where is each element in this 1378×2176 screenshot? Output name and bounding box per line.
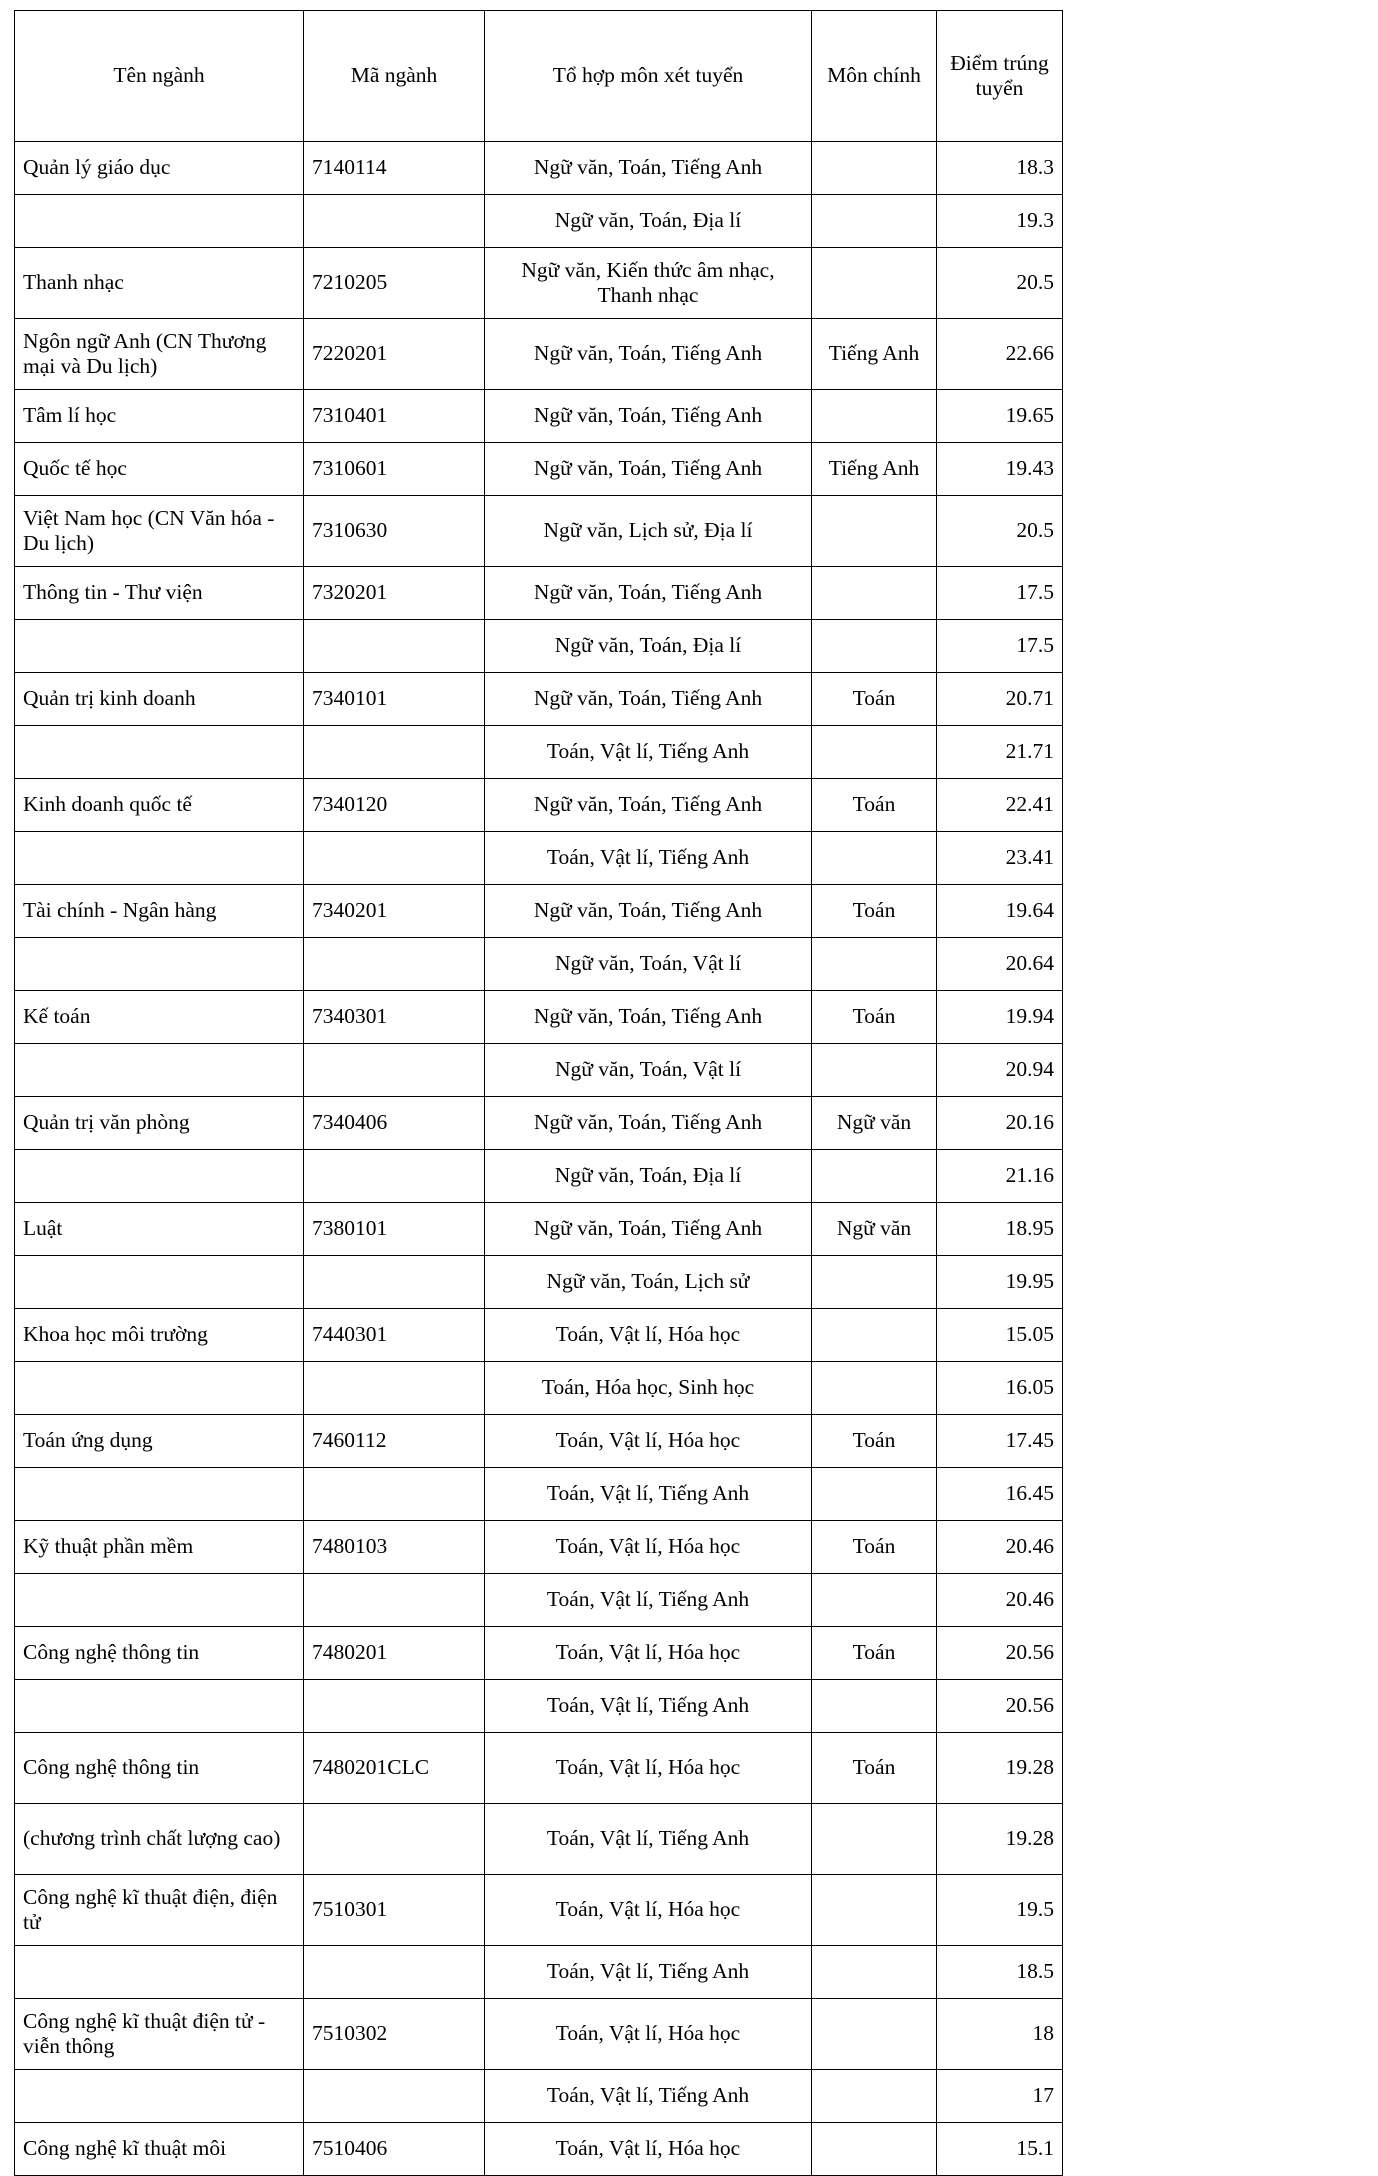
cell-main-subject	[812, 832, 937, 885]
cell-major-code	[304, 195, 485, 248]
cell-major-code: 7220201	[304, 319, 485, 390]
cell-subject-combination: Ngữ văn, Toán, Tiếng Anh	[485, 390, 812, 443]
cell-benchmark-score: 18.95	[937, 1203, 1063, 1256]
cell-major-code: 7340101	[304, 673, 485, 726]
table-row	[15, 991, 1063, 1044]
cell-benchmark-score: 19.3	[937, 195, 1063, 248]
cell-subject-combination: Ngữ văn, Toán, Vật lí	[485, 1044, 812, 1097]
cell-major-code	[304, 620, 485, 673]
cell-major-name	[15, 2070, 304, 2123]
cell-main-subject	[812, 1044, 937, 1097]
table-row	[15, 1804, 1063, 1875]
column-header-subject-combination: Tổ hợp môn xét tuyển	[485, 11, 812, 142]
cell-major-code	[304, 2070, 485, 2123]
cell-subject-combination: Toán, Vật lí, Hóa học	[485, 1309, 812, 1362]
cell-major-code: 7510302	[304, 1999, 485, 2070]
cell-main-subject: Toán	[812, 885, 937, 938]
cell-major-name: Kinh doanh quốc tế	[15, 779, 304, 832]
cell-benchmark-score: 17.5	[937, 620, 1063, 673]
cell-major-name: Quản lý giáo dục	[15, 142, 304, 195]
cell-subject-combination: Toán, Vật lí, Tiếng Anh	[485, 1680, 812, 1733]
cell-benchmark-score: 20.94	[937, 1044, 1063, 1097]
cell-benchmark-score: 23.41	[937, 832, 1063, 885]
cell-main-subject	[812, 1804, 937, 1875]
cell-benchmark-score: 17.45	[937, 1415, 1063, 1468]
table-row	[15, 319, 1063, 390]
cell-subject-combination: Ngữ văn, Toán, Tiếng Anh	[485, 1203, 812, 1256]
cell-subject-combination: Toán, Vật lí, Tiếng Anh	[485, 1804, 812, 1875]
cell-subject-combination: Ngữ văn, Toán, Tiếng Anh	[485, 443, 812, 496]
cell-benchmark-score: 19.43	[937, 443, 1063, 496]
table-row	[15, 1203, 1063, 1256]
cell-benchmark-score: 20.64	[937, 938, 1063, 991]
cell-main-subject: Ngữ văn	[812, 1203, 937, 1256]
cell-subject-combination: Ngữ văn, Toán, Tiếng Anh	[485, 779, 812, 832]
cell-major-name: Tâm lí học	[15, 390, 304, 443]
cell-major-code: 7210205	[304, 248, 485, 319]
cell-main-subject	[812, 1680, 937, 1733]
cell-major-name	[15, 195, 304, 248]
cell-subject-combination: Ngữ văn, Toán, Tiếng Anh	[485, 142, 812, 195]
table-row	[15, 1415, 1063, 1468]
cell-benchmark-score: 15.05	[937, 1309, 1063, 1362]
cell-main-subject: Tiếng Anh	[812, 319, 937, 390]
cell-major-code	[304, 1256, 485, 1309]
table-row	[15, 1875, 1063, 1946]
cell-major-code	[304, 1574, 485, 1627]
cell-major-name: Quản trị kinh doanh	[15, 673, 304, 726]
cell-benchmark-score: 18.3	[937, 142, 1063, 195]
cell-main-subject	[812, 1574, 937, 1627]
table-row	[15, 443, 1063, 496]
table-row	[15, 1627, 1063, 1680]
cell-major-name: Việt Nam học (CN Văn hóa - Du lịch)	[15, 496, 304, 567]
cell-major-name: Luật	[15, 1203, 304, 1256]
table-row	[15, 1680, 1063, 1733]
cell-subject-combination: Toán, Vật lí, Tiếng Anh	[485, 726, 812, 779]
cell-main-subject	[812, 1946, 937, 1999]
cell-subject-combination: Toán, Vật lí, Hóa học	[485, 1415, 812, 1468]
cell-major-code: 7310630	[304, 496, 485, 567]
cell-benchmark-score: 22.41	[937, 779, 1063, 832]
cell-benchmark-score: 21.71	[937, 726, 1063, 779]
cell-major-code: 7340301	[304, 991, 485, 1044]
cell-major-code	[304, 1680, 485, 1733]
cell-major-name: Quản trị văn phòng	[15, 1097, 304, 1150]
cell-major-name	[15, 1150, 304, 1203]
column-header-major-code: Mã ngành	[304, 11, 485, 142]
cell-major-name	[15, 938, 304, 991]
cell-main-subject	[812, 195, 937, 248]
table-row	[15, 1256, 1063, 1309]
cell-major-name: Công nghệ kĩ thuật điện tử - viễn thông	[15, 1999, 304, 2070]
table-row	[15, 1097, 1063, 1150]
cell-main-subject: Toán	[812, 1415, 937, 1468]
cell-major-code	[304, 938, 485, 991]
cell-subject-combination: Ngữ văn, Toán, Tiếng Anh	[485, 567, 812, 620]
cell-benchmark-score: 18.5	[937, 1946, 1063, 1999]
cell-major-code: 7140114	[304, 142, 485, 195]
cell-main-subject	[812, 938, 937, 991]
cell-main-subject	[812, 1309, 937, 1362]
cell-main-subject: Toán	[812, 1521, 937, 1574]
cell-subject-combination: Toán, Vật lí, Hóa học	[485, 1627, 812, 1680]
cell-major-code	[304, 1044, 485, 1097]
cell-major-name: Toán ứng dụng	[15, 1415, 304, 1468]
cell-subject-combination: Ngữ văn, Toán, Địa lí	[485, 620, 812, 673]
cell-subject-combination: Toán, Hóa học, Sinh học	[485, 1362, 812, 1415]
column-header-main-subject: Môn chính	[812, 11, 937, 142]
cell-major-code: 7340120	[304, 779, 485, 832]
cell-main-subject: Toán	[812, 779, 937, 832]
cell-subject-combination: Toán, Vật lí, Hóa học	[485, 2123, 812, 2176]
cell-benchmark-score: 18	[937, 1999, 1063, 2070]
cell-major-name	[15, 1362, 304, 1415]
table-row	[15, 496, 1063, 567]
cell-subject-combination: Ngữ văn, Toán, Vật lí	[485, 938, 812, 991]
cell-subject-combination: Toán, Vật lí, Hóa học	[485, 1999, 812, 2070]
cell-major-code	[304, 1362, 485, 1415]
cell-major-code: 7340201	[304, 885, 485, 938]
cell-benchmark-score: 19.65	[937, 390, 1063, 443]
cell-major-name: Công nghệ kĩ thuật môi	[15, 2123, 304, 2176]
cell-major-code: 7320201	[304, 567, 485, 620]
cell-main-subject	[812, 390, 937, 443]
table-header	[15, 11, 1063, 142]
table-row	[15, 1946, 1063, 1999]
cell-benchmark-score: 15.1	[937, 2123, 1063, 2176]
table-row	[15, 1044, 1063, 1097]
cell-main-subject: Ngữ văn	[812, 1097, 937, 1150]
cell-major-name	[15, 1256, 304, 1309]
cell-benchmark-score: 20.56	[937, 1627, 1063, 1680]
cell-major-code: 7340406	[304, 1097, 485, 1150]
cell-main-subject	[812, 1468, 937, 1521]
cell-major-name: Công nghệ thông tin	[15, 1733, 304, 1804]
table-row	[15, 779, 1063, 832]
cell-benchmark-score: 19.28	[937, 1733, 1063, 1804]
cell-major-name	[15, 1680, 304, 1733]
cell-main-subject	[812, 248, 937, 319]
cell-benchmark-score: 22.66	[937, 319, 1063, 390]
table-row	[15, 1574, 1063, 1627]
cell-main-subject	[812, 1256, 937, 1309]
cell-major-name: Kỹ thuật phần mềm	[15, 1521, 304, 1574]
cell-benchmark-score: 20.46	[937, 1521, 1063, 1574]
table-row	[15, 938, 1063, 991]
cell-main-subject	[812, 142, 937, 195]
table-row	[15, 1150, 1063, 1203]
cell-major-code	[304, 832, 485, 885]
cell-main-subject: Tiếng Anh	[812, 443, 937, 496]
cell-main-subject: Toán	[812, 1733, 937, 1804]
cell-major-name: Công nghệ kĩ thuật điện, điện tử	[15, 1875, 304, 1946]
cell-subject-combination: Ngữ văn, Toán, Tiếng Anh	[485, 991, 812, 1044]
cell-major-code: 7510406	[304, 2123, 485, 2176]
cell-major-name: Quốc tế học	[15, 443, 304, 496]
cell-benchmark-score: 16.05	[937, 1362, 1063, 1415]
column-header-major-name: Tên ngành	[15, 11, 304, 142]
table-header-row	[15, 11, 1063, 142]
cell-subject-combination: Toán, Vật lí, Tiếng Anh	[485, 832, 812, 885]
cell-major-name: Công nghệ thông tin	[15, 1627, 304, 1680]
cell-subject-combination: Toán, Vật lí, Hóa học	[485, 1733, 812, 1804]
cell-major-code: 7460112	[304, 1415, 485, 1468]
cell-subject-combination: Ngữ văn, Toán, Tiếng Anh	[485, 673, 812, 726]
cell-subject-combination: Ngữ văn, Toán, Tiếng Anh	[485, 319, 812, 390]
table-row	[15, 1362, 1063, 1415]
cell-major-name: Ngôn ngữ Anh (CN Thương mại và Du lịch)	[15, 319, 304, 390]
cell-main-subject	[812, 2070, 937, 2123]
table-row	[15, 142, 1063, 195]
table-row	[15, 567, 1063, 620]
cell-major-name: Thanh nhạc	[15, 248, 304, 319]
cell-major-code	[304, 726, 485, 779]
cell-major-name	[15, 1574, 304, 1627]
cell-subject-combination: Ngữ văn, Toán, Tiếng Anh	[485, 885, 812, 938]
table-row	[15, 390, 1063, 443]
cell-major-name	[15, 726, 304, 779]
cell-subject-combination: Ngữ văn, Lịch sử, Địa lí	[485, 496, 812, 567]
cell-benchmark-score: 19.95	[937, 1256, 1063, 1309]
cell-major-name	[15, 832, 304, 885]
cell-major-name	[15, 1044, 304, 1097]
cell-major-code	[304, 1468, 485, 1521]
cell-benchmark-score: 20.56	[937, 1680, 1063, 1733]
cell-benchmark-score: 20.71	[937, 673, 1063, 726]
cell-subject-combination: Ngữ văn, Toán, Địa lí	[485, 195, 812, 248]
table-row	[15, 885, 1063, 938]
cell-subject-combination: Ngữ văn, Kiến thức âm nhạc, Thanh nhạc	[485, 248, 812, 319]
table-row	[15, 248, 1063, 319]
cell-main-subject: Toán	[812, 991, 937, 1044]
cell-subject-combination: Ngữ văn, Toán, Lịch sử	[485, 1256, 812, 1309]
cell-subject-combination: Ngữ văn, Toán, Tiếng Anh	[485, 1097, 812, 1150]
cell-main-subject	[812, 1999, 937, 2070]
cell-benchmark-score: 17	[937, 2070, 1063, 2123]
cell-benchmark-score: 16.45	[937, 1468, 1063, 1521]
cell-major-code: 7380101	[304, 1203, 485, 1256]
cell-benchmark-score: 20.5	[937, 248, 1063, 319]
cell-major-code	[304, 1946, 485, 1999]
cell-subject-combination: Toán, Vật lí, Tiếng Anh	[485, 1574, 812, 1627]
cell-major-code: 7480103	[304, 1521, 485, 1574]
cell-major-name: Thông tin - Thư viện	[15, 567, 304, 620]
cell-main-subject	[812, 567, 937, 620]
cell-main-subject: Toán	[812, 1627, 937, 1680]
cell-major-code	[304, 1804, 485, 1875]
cell-benchmark-score: 20.46	[937, 1574, 1063, 1627]
table-row	[15, 1521, 1063, 1574]
cell-major-code: 7480201	[304, 1627, 485, 1680]
cell-benchmark-score: 20.16	[937, 1097, 1063, 1150]
table-row	[15, 832, 1063, 885]
table-row	[15, 726, 1063, 779]
table-row	[15, 2123, 1063, 2176]
cell-major-name: Khoa học môi trường	[15, 1309, 304, 1362]
cell-main-subject: Toán	[812, 673, 937, 726]
cell-main-subject	[812, 726, 937, 779]
cell-main-subject	[812, 1875, 937, 1946]
cell-major-name	[15, 1468, 304, 1521]
cell-benchmark-score: 19.5	[937, 1875, 1063, 1946]
cell-benchmark-score: 19.64	[937, 885, 1063, 938]
cell-major-code: 7310401	[304, 390, 485, 443]
cell-benchmark-score: 19.94	[937, 991, 1063, 1044]
cell-main-subject	[812, 620, 937, 673]
table-row	[15, 673, 1063, 726]
cell-main-subject	[812, 496, 937, 567]
table-row	[15, 1468, 1063, 1521]
table-row	[15, 195, 1063, 248]
column-header-benchmark-score: Điểm trúng tuyển	[937, 11, 1063, 142]
cell-subject-combination: Toán, Vật lí, Tiếng Anh	[485, 1946, 812, 1999]
cell-subject-combination: Toán, Vật lí, Hóa học	[485, 1875, 812, 1946]
cell-main-subject	[812, 1362, 937, 1415]
cell-major-name: Kế toán	[15, 991, 304, 1044]
cell-main-subject	[812, 2123, 937, 2176]
table-row	[15, 1999, 1063, 2070]
cell-benchmark-score: 21.16	[937, 1150, 1063, 1203]
cell-subject-combination: Toán, Vật lí, Tiếng Anh	[485, 2070, 812, 2123]
table-row	[15, 620, 1063, 673]
cell-subject-combination: Ngữ văn, Toán, Địa lí	[485, 1150, 812, 1203]
cell-benchmark-score: 17.5	[937, 567, 1063, 620]
cell-major-name	[15, 620, 304, 673]
cell-major-name: Tài chính - Ngân hàng	[15, 885, 304, 938]
cell-main-subject	[812, 1150, 937, 1203]
admission-score-table	[14, 10, 1063, 2176]
cell-major-code: 7440301	[304, 1309, 485, 1362]
cell-major-name: (chương trình chất lượng cao)	[15, 1804, 304, 1875]
table-row	[15, 1309, 1063, 1362]
cell-major-code: 7510301	[304, 1875, 485, 1946]
table-row	[15, 1733, 1063, 1804]
cell-subject-combination: Toán, Vật lí, Hóa học	[485, 1521, 812, 1574]
cell-benchmark-score: 20.5	[937, 496, 1063, 567]
cell-benchmark-score: 19.28	[937, 1804, 1063, 1875]
table-body	[15, 142, 1063, 2176]
cell-major-code: 7480201CLC	[304, 1733, 485, 1804]
table-row	[15, 2070, 1063, 2123]
cell-subject-combination: Toán, Vật lí, Tiếng Anh	[485, 1468, 812, 1521]
cell-major-code	[304, 1150, 485, 1203]
cell-major-name	[15, 1946, 304, 1999]
cell-major-code: 7310601	[304, 443, 485, 496]
